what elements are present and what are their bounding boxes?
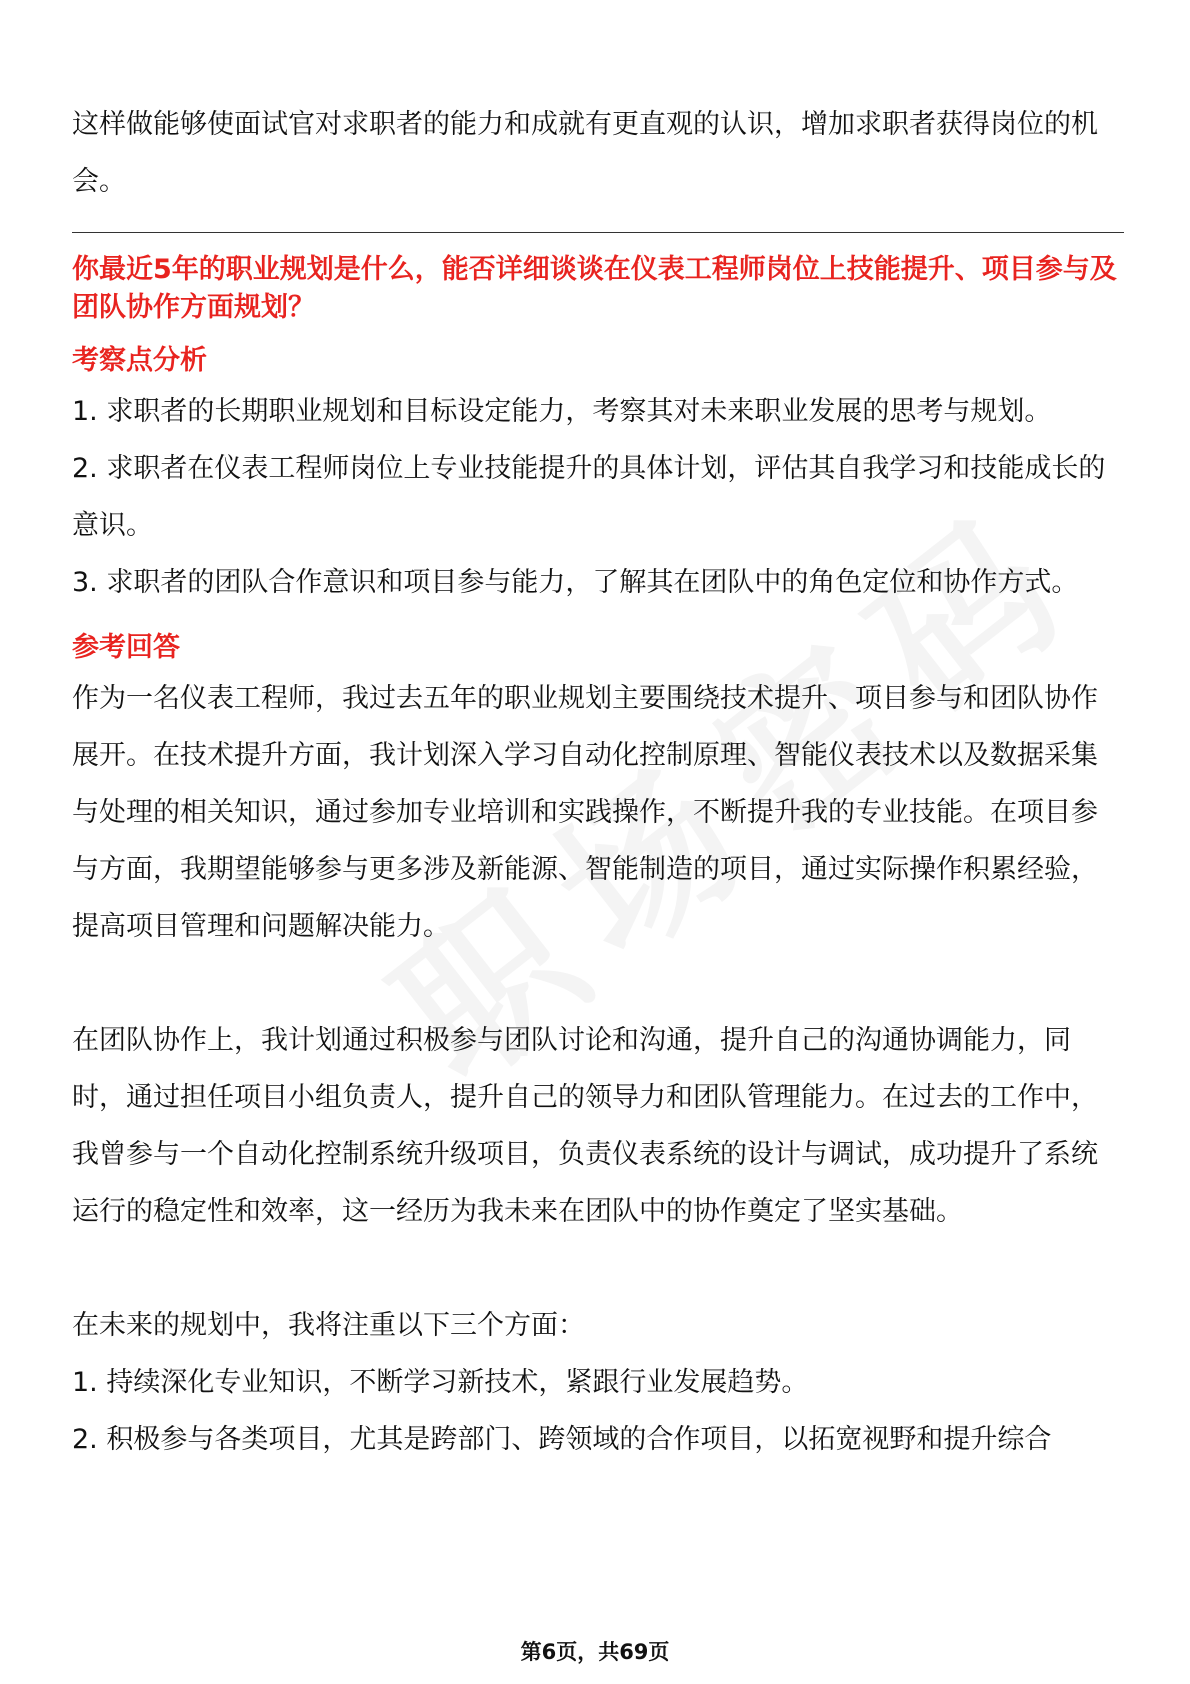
page-number: 第6页，共69页 <box>520 1640 670 1664</box>
section-divider <box>72 232 1124 233</box>
spacer <box>72 611 1124 626</box>
analysis-item: 3. 求职者的团队合作意识和项目参与能力，了解其在团队中的角色定位和协作方式。 <box>72 567 1079 598</box>
answer-paragraph: 在未来的规划中，我将注重以下三个方面： <box>72 1310 585 1341</box>
plan-item: 2. 积极参与各类项目，尤其是跨部门、跨领域的合作项目，以拓宽视野和提升综合 <box>72 1424 1052 1455</box>
plan-item: 1. 持续深化专业知识，不断学习新技术，紧跟行业发展趋势。 <box>72 1367 809 1398</box>
analysis-title: 考察点分析 <box>72 345 207 376</box>
plan-list <box>72 1354 1124 1468</box>
interview-question: 你最近5年的职业规划是什么，能否详细谈谈在仪表工程师岗位上技能提升、项目参与及团队协作方面规划？ <box>72 254 1117 323</box>
analysis-item: 1. 求职者的长期职业规划和目标设定能力，考察其对未来职业发展的思考与规划。 <box>72 396 1052 427</box>
analysis-item: 2. 求职者在仪表工程师岗位上专业技能提升的具体计划，评估其自我学习和技能成长的意识。 <box>72 453 1106 541</box>
spacer <box>72 1240 1124 1297</box>
answer-title: 参考回答 <box>72 632 180 663</box>
answer-paragraph: 在团队协作上，我计划通过积极参与团队讨论和沟通，提升自己的沟通协调能力，同时，通过担任项目小组负责人，提升自己的领导力和团队管理能力。在过去的工作中，我曾参与一个自动化控制系统升级项目，负责仪表系统的设计与调试，成功提升了系统运行的稳定性和效率，这一经历为我未来在团队中的协作奠定了坚实基础。 <box>72 1025 1098 1227</box>
spacer <box>72 955 1124 1012</box>
intro-paragraph: 这样做能够使面试官对求职者的能力和成就有更直观的认识，增加求职者获得岗位的机会。 <box>72 109 1098 197</box>
answer-paragraph: 作为一名仪表工程师，我过去五年的职业规划主要围绕技术提升、项目参与和团队协作展开。在技术提升方面，我计划深入学习自动化控制原理、智能仪表技术以及数据采集与处理的相关知识，通过参加专业培训和实践操作，不断提升我的专业技能。在项目参与方面，我期望能够参与更多涉及新能源、智能制造的项目，通过实际操作积累经验，提高项目管理和问题解决能力。 <box>72 683 1098 942</box>
analysis-list <box>72 383 1124 611</box>
document-page <box>72 96 1124 1468</box>
